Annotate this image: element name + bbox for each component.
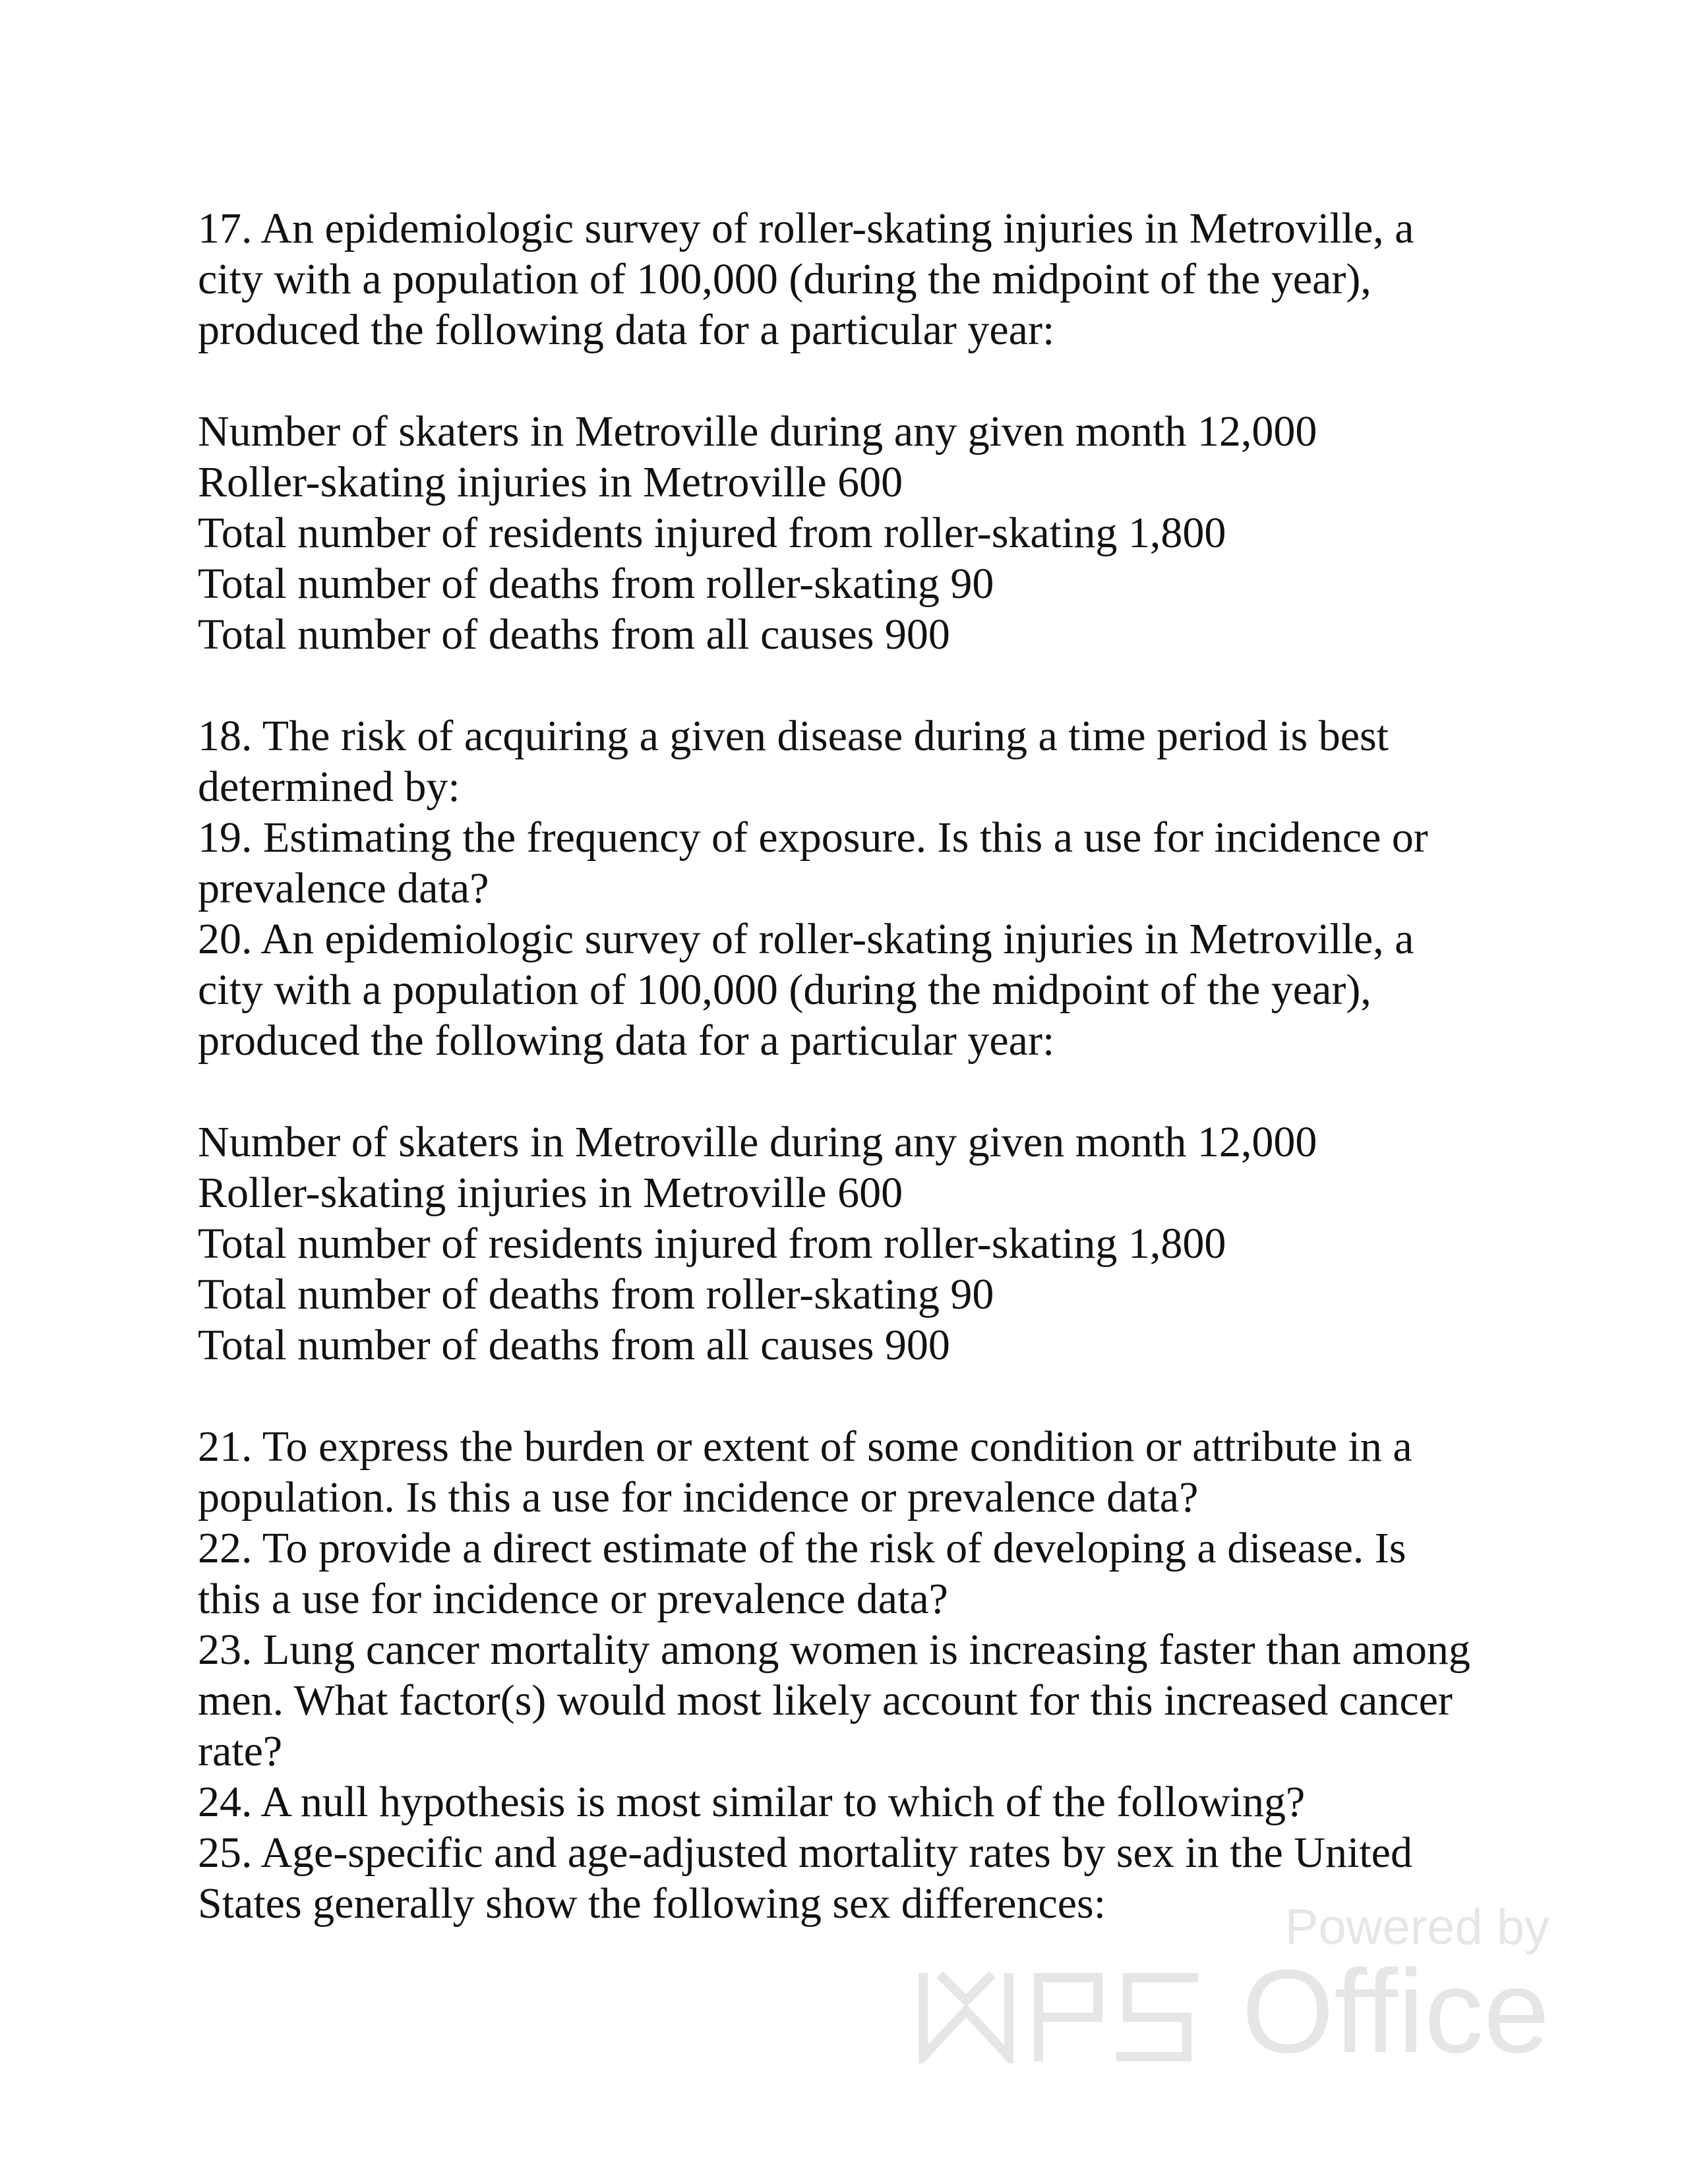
text-line: 25. Age-specific and age-adjusted mortality rates by sex in the United (198, 1829, 1412, 1877)
text-line: 18. The risk of acquiring a given disease during a time period is best (198, 712, 1389, 760)
text-line: 20. An epidemiologic survey of roller-skating injuries in Metroville, a (198, 915, 1414, 963)
paragraph-gap (198, 355, 1517, 406)
text-line: determined by: (198, 763, 460, 811)
data-line: Number of skaters in Metroville during any given month 12,000 (198, 1118, 1317, 1166)
data-line: Total number of deaths from roller-skating 90 (198, 1270, 994, 1318)
text-line: 17. An epidemiologic survey of roller-skating injuries in Metroville, a (198, 204, 1414, 252)
data-line: Total number of deaths from all causes 900 (198, 610, 950, 659)
data-line: Roller-skating injuries in Metroville 600 (198, 1169, 903, 1217)
questions-21-25 (198, 1421, 1517, 1929)
text-line: produced the following data for a particular year: (198, 306, 1055, 354)
watermark-office-text: Office (1242, 1945, 1550, 2078)
data-line: Total number of deaths from all causes 900 (198, 1321, 950, 1369)
text-line: prevalence data? (198, 864, 489, 912)
questions-18-20 (198, 711, 1517, 1066)
text-line: rate? (198, 1727, 283, 1775)
data-line: Roller-skating injuries in Metroville 600 (198, 458, 903, 506)
text-line: 19. Estimating the frequency of exposure. Is this a use for incidence or (198, 813, 1428, 862)
text-line: 22. To provide a direct estimate of the risk of developing a disease. Is (198, 1524, 1406, 1572)
paragraph-gap (198, 1066, 1517, 1117)
data-line: Total number of residents injured from roller-skating 1,800 (198, 1220, 1226, 1268)
question-17 (198, 203, 1517, 355)
wps-office-watermark (917, 1899, 1550, 2078)
data-line: Total number of residents injured from roller-skating 1,800 (198, 509, 1226, 557)
watermark-powered-by: Powered by (1284, 1899, 1550, 1955)
text-line: 24. A null hypothesis is most similar to which of the following? (198, 1778, 1306, 1826)
document-body (198, 203, 1517, 1929)
data-list-2 (198, 1117, 1517, 1371)
wps-logo-icon (917, 1964, 1266, 2063)
text-line: States generally show the following sex differences: (198, 1879, 1106, 1928)
data-list-1 (198, 406, 1517, 660)
text-line: this a use for incidence or prevalence data? (198, 1575, 948, 1623)
text-line: men. What factor(s) would most likely account for this increased cancer (198, 1676, 1453, 1725)
text-line: 23. Lung cancer mortality among women is increasing faster than among (198, 1626, 1470, 1674)
data-line: Number of skaters in Metroville during any given month 12,000 (198, 407, 1317, 456)
text-line: population. Is this a use for incidence or prevalence data? (198, 1473, 1199, 1521)
text-line: produced the following data for a particular year: (198, 1017, 1055, 1065)
text-line: city with a population of 100,000 (during the midpoint of the year), (198, 966, 1372, 1014)
paragraph-gap (198, 660, 1517, 711)
data-line: Total number of deaths from roller-skating 90 (198, 560, 994, 608)
paragraph-gap (198, 1371, 1517, 1421)
text-line: 21. To express the burden or extent of some condition or attribute in a (198, 1423, 1412, 1471)
text-line: city with a population of 100,000 (during the midpoint of the year), (198, 255, 1372, 303)
